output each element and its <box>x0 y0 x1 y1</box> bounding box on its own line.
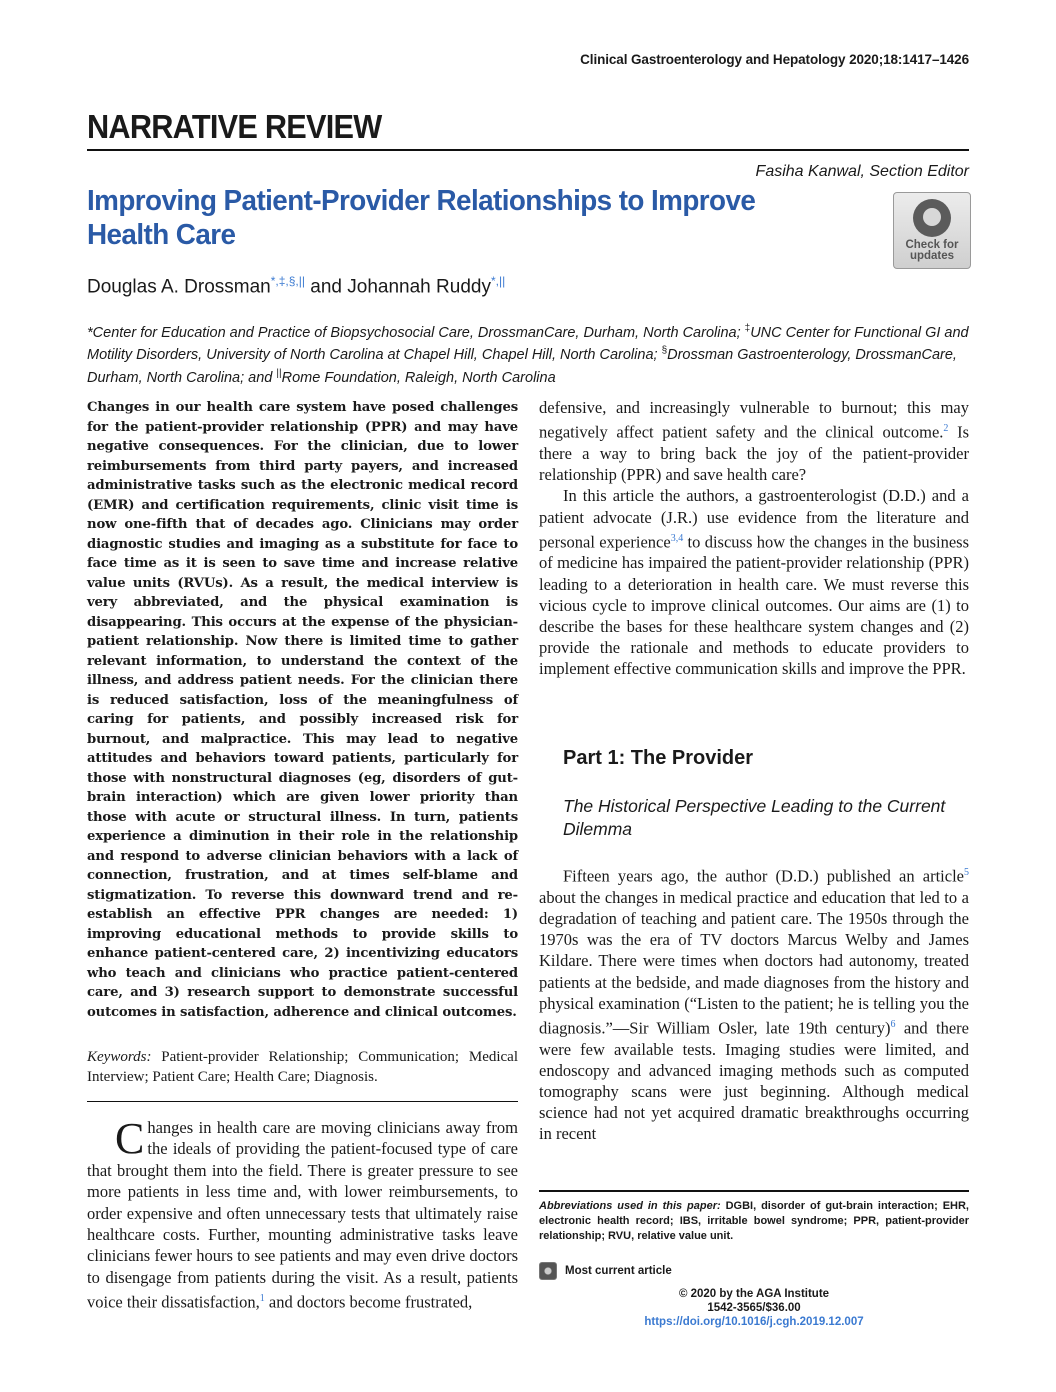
keywords-label: Keywords: <box>87 1049 152 1065</box>
doi-link[interactable]: https://doi.org/10.1016/j.cgh.2019.12.007 <box>644 1316 864 1328</box>
most-current-icon <box>539 1262 557 1280</box>
citation-link[interactable]: 3,4 <box>670 532 684 544</box>
copyright: © 2020 by the AGA Institute <box>678 1288 830 1300</box>
citation-link[interactable]: 2 <box>943 423 949 435</box>
author-list <box>87 274 505 298</box>
article-title: Improving Patient-Provider Relationships to Improve Health Care <box>87 185 756 251</box>
most-current-label: Most current article <box>565 1265 672 1277</box>
author-joiner: and <box>305 276 348 298</box>
citation-link[interactable]: 6 <box>890 1018 896 1030</box>
right-column-body <box>539 397 969 680</box>
intro-paragraph: Changes in health care are moving clinicians away from the ideals of providing the patient-focused type of care that brought them into the field. There is greater pressure to see more patients in less time and, with lower reimbursements, to order expensive and often unnecessary tests that ultimately raise healthcare costs. Further, mounting administrative tasks leave clinicians fewer hours to see patients and may even drive doctors to disengage from patients during the visit. As a result, patients voice their dissatisfaction,$^1$ and doctors become frustrated, <box>87 1114 518 1312</box>
abbreviations-footnote: Abbreviations used in this paper: DGBI, disorder of gut-brain interaction; EHR, electronic health record; IBS, irritable bowel syndrome; PPR, patient-provider relationship; RVU, relative value unit. <box>539 1200 969 1242</box>
abstract-divider <box>87 1101 518 1102</box>
citation-link[interactable]: 1 <box>259 1293 265 1305</box>
subsection-heading: The Historical Perspective Leading to the Current Dilemma <box>563 796 946 839</box>
section-heading: Part 1: The Provider <box>563 747 754 769</box>
section-editor: Fasiha Kanwal, Section Editor <box>755 163 969 180</box>
drop-cap: C <box>115 1114 145 1163</box>
footnote-rule <box>539 1190 969 1192</box>
section-type: NARRATIVE REVIEW <box>87 108 382 145</box>
most-current-article-link[interactable] <box>539 1262 672 1280</box>
keywords <box>87 1048 518 1087</box>
author-name: Douglas A. Drossman <box>87 276 271 298</box>
header-rule <box>87 149 969 151</box>
citation-link[interactable]: 5 <box>964 867 969 878</box>
issn-price: 1542-3565/$36.00 <box>707 1302 801 1314</box>
body-paragraph: Fifteen years ago, the author (D.D.) published an article$^5$ about the changes in medical practice and education that led to a degradation of teaching and patient care. The 1950s through the 1970s was the era of TV doctors Marcus Welby and James Kildare. There were times when doctors had autonomy, treated patients at the bedside, and made diagnoses from the history and physical examination (“Listen to the patient; he is telling you the diagnosis.”—Sir William Osler, late 19th century)$^6$ and there were few available tests. Imaging studies were limited, and endoscopy and advanced imaging methods such as computed tomography scans were just beginning. Although medical science had not yet acquired dramatic breakthroughs occurring in recent <box>539 866 969 1144</box>
body-paragraph: defensive, and increasingly vulnerable to burnout; this may negatively affect patient safety and the clinical outcome.$^2$ Is there a way to bring back the joy of the patient-provider relationship (PPR) and save health care? <box>539 398 970 485</box>
author-name: Johannah Ruddy <box>347 276 491 298</box>
author-affiliation-marks[interactable]: *,|| <box>490 274 506 288</box>
keywords-text: Patient-provider Relationship; Communication; Medical Interview; Patient Care; Health Care; Diagnosis. <box>87 1049 519 1085</box>
badge-label: Check for updates <box>905 239 959 262</box>
journal-citation: Clinical Gastroenterology and Hepatology 2020;18:1417–1426 <box>580 52 969 67</box>
author-affiliation-marks[interactable]: *,‡,§,|| <box>270 274 306 288</box>
bookmark-icon <box>913 199 951 237</box>
body-paragraph: In this article the authors, a gastroenterologist (D.D.) and a patient advocate (J.R.) use evidence from the literature and personal experience$^{3,4}$ to discuss how the changes in the business of medicine has impaired the patient-provider relationship (PPR) leading to a deterioration in health care. We must reverse this vicious cycle to improve clinical outcomes. Our aims are (1) to describe the bases for these healthcare system changes and (2) provide the rationale and methods to educate providers to implement effective communication skills and improve the PPR. <box>539 486 970 679</box>
check-for-updates-button[interactable] <box>893 192 971 269</box>
abstract: Changes in our health care system have posed challenges for the patient-provider relationship (PPR) and may have negative consequences. For the clinician, due to lower reimbursements from third party payers, and increased administrative tasks such as the electronic medical record (EMR) and certification requirements, clinic visit time is now one-fifth that of decades ago. Clinicians may order diagnostic studies and imaging as a substitute for face to face time as it is seen to save time and increase relative value units (RVUs). As a result, the medical interview is very abbreviated, and the physical examination is disappearing. This occurs at the expense of the physician-patient relationship. Now there is limited time to gather relevant information, to understand the context of the illness, and address patient needs. For the clinician there is reduced satisfaction, loss of the meaningfulness of caring for patients, and possibly increased risk for burnout, and malpractice. This may lead to negative attitudes and behaviors toward patients, particularly for those with nonstructural diagnoses (eg, disorders of gut-brain interaction) which are given lower priority than those with acute or structural illness. In turn, patients experience a diminution in their role in the relationship and respond to adverse clinician behaviors with a lack of connection, frustration, and at times self-blame and stigmatization. To reverse this downward trend and re-establish an effective PPR changes are needed: 1) improving educational methods to provide skills to enhance patient-centered care, 2) incentivizing educators who teach and clinicians who practice patient-centered care, and 3) research support to demonstrate successful outcomes in satisfaction, adherence and clinical outcomes. <box>87 400 518 1020</box>
right-column-body-continued <box>539 862 969 1145</box>
affiliations: *Center for Education and Practice of Biopsychosocial Care, DrossmanCare, Durham, North Carolina; ‡UNC Center for Functional GI and Motility Disorders, University of North Carolina at Chapel Hill, Chapel Hill, North Carolina; §Drossman Gastroenterology, DrossmanCare, Durham, North Carolina; and ||Rome Foundation, Raleigh, North Carolina <box>87 323 969 386</box>
